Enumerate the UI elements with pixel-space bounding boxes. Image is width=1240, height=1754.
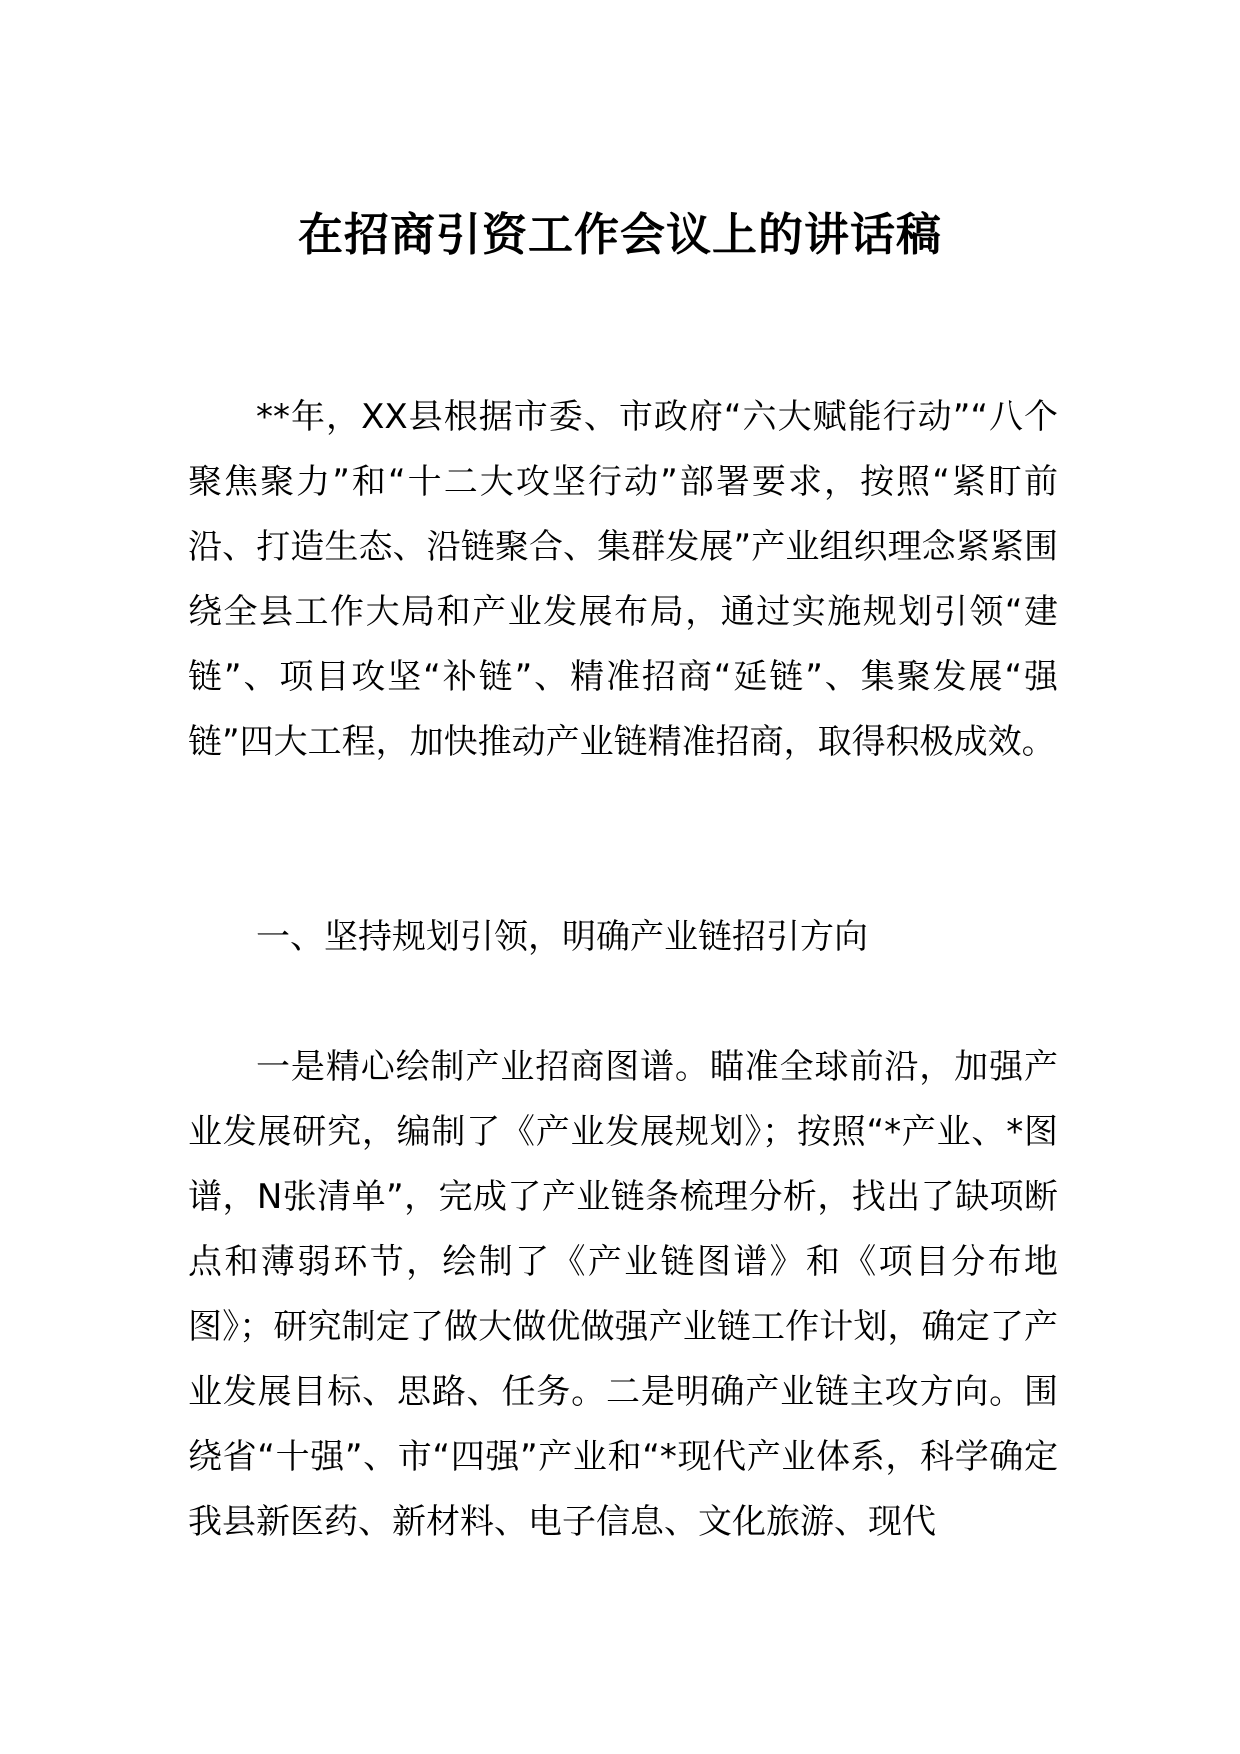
intro-paragraph: **年，XX县根据市委、市政府“六大赋能行动”“八个聚焦聚力”和“十二大攻坚行动”部署要求，按照“紧盯前沿、打造生态、沿链聚合、集群发展”产业组织理念紧紧围绕全县工作大局和产业发展布局，通过实施规划引领“建链”、项目攻坚“补链”、精准招商“延链”、集聚发展“强链”四大工程，加快推动产业链精准招商，取得积极成效。 bbox=[188, 397, 1058, 762]
section-heading: 一、坚持规划引领，明确产业链招引方向 bbox=[256, 917, 868, 957]
section-paragraph: 一是精心绘制产业招商图谱。瞄准全球前沿，加强产业发展研究，编制了《产业发展规划》；按照“*产业、*图谱，N张清单”，完成了产业链条梳理分析，找出了缺项断点和薄弱环节，绘制了《产业链图谱》和《项目分布地图》；研究制定了做大做优做强产业链工作计划，确定了产业发展目标、思路、任务。二是明确产业链主攻方向。围绕省“十强”、市“四强”产业和“*现代产业体系，科学确定我县新医药、新材料、电子信息、文化旅游、现代 bbox=[188, 1047, 1058, 1542]
document-title: 在招商引资工作会议上的讲话稿 bbox=[297, 208, 942, 261]
